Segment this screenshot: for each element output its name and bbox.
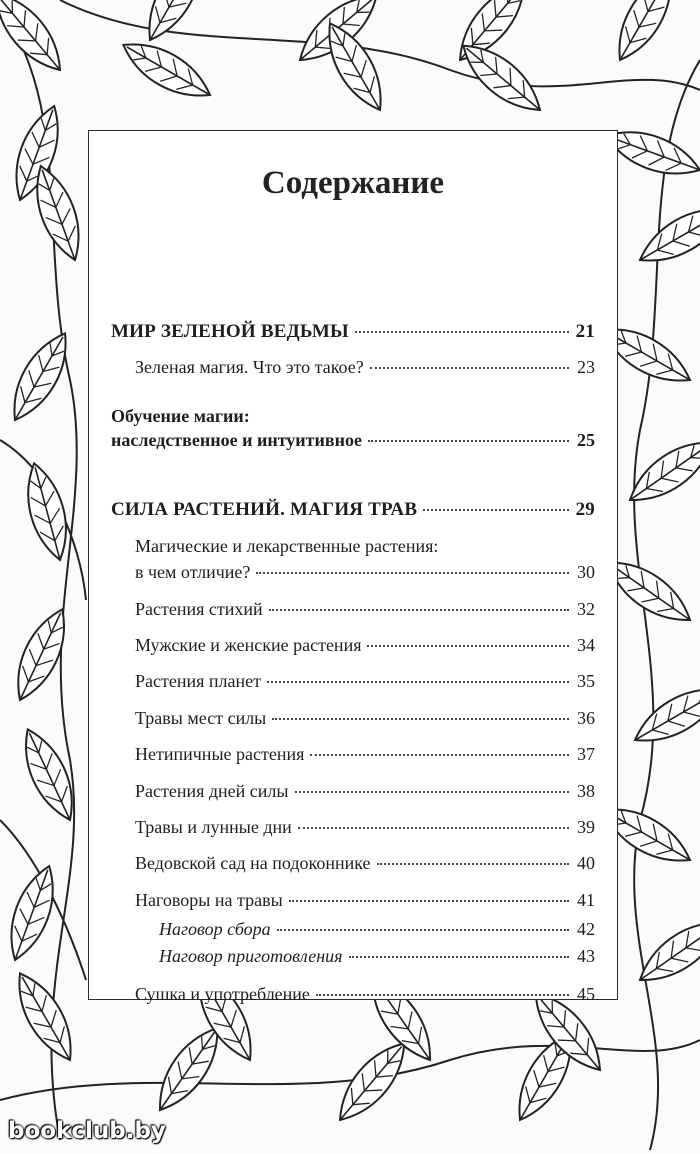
toc-entry: [135, 853, 595, 874]
entry-line1: Обучение магии:: [111, 406, 250, 426]
dot-leader: [269, 608, 569, 611]
dot-leader: [368, 439, 569, 442]
toc-entry: [159, 919, 595, 940]
toc-entry: [135, 599, 595, 620]
toc-entry: [135, 357, 595, 378]
dot-leader: [298, 826, 569, 829]
toc-entry: [135, 671, 595, 692]
toc-entry: [111, 321, 595, 343]
dot-leader: [267, 680, 569, 683]
entry-text: СИЛА РАСТЕНИЙ. МАГИЯ ТРАВ: [111, 499, 418, 520]
page-number: 36: [577, 708, 595, 728]
dot-leader: [310, 753, 569, 756]
page-number: 30: [577, 562, 595, 582]
entry-text: наследственное и интуитивное: [111, 430, 362, 450]
dot-leader: [423, 508, 569, 511]
entry-text: Растения дней силы: [135, 781, 289, 801]
dot-leader: [289, 899, 569, 902]
page-number: 23: [577, 357, 595, 377]
entry-text: в чем отличие?: [135, 562, 251, 582]
dot-leader: [349, 955, 569, 958]
page-number: 38: [577, 781, 595, 801]
dot-leader: [295, 790, 569, 793]
dot-leader: [272, 717, 569, 720]
page-number: 29: [575, 499, 595, 520]
toc-entry: [159, 946, 595, 967]
toc-entry: [111, 430, 595, 451]
page-number: 42: [577, 919, 595, 939]
page-number: 21: [575, 321, 595, 342]
dot-leader: [370, 366, 569, 369]
dot-leader: [277, 928, 569, 931]
page-number: 41: [577, 890, 595, 910]
entry-text: Травы и лунные дни: [135, 817, 292, 837]
toc-entry: [135, 817, 595, 838]
dot-leader: [355, 330, 569, 333]
entry-text: Наговор сбора: [159, 919, 271, 939]
watermark: bookclub.by: [8, 1118, 166, 1144]
entry-text: Нетипичные растения: [135, 744, 305, 764]
page-number: 34: [577, 635, 595, 655]
entry-text: Зеленая магия. Что это такое?: [135, 357, 364, 377]
entry-text: Растения стихий: [135, 599, 263, 619]
toc-title: Содержание: [261, 165, 445, 201]
entry-text: Мужские и женские растения: [135, 635, 362, 655]
entry-text: Наговоры на травы: [135, 890, 283, 910]
entry-line1: Магические и лекарственные растения:: [135, 536, 439, 556]
dot-leader: [256, 571, 569, 574]
dot-leader: [377, 862, 569, 865]
toc-entry: [135, 781, 595, 802]
toc-entry: [135, 744, 595, 765]
entry-text: Ведовской сад на подоконнике: [135, 853, 371, 873]
page-number: 40: [577, 853, 595, 873]
toc-entry: [135, 635, 595, 656]
table-of-contents: [88, 130, 618, 1004]
entry-text: Травы мест силы: [135, 708, 267, 728]
entry-text: Сушка и употребление: [135, 984, 310, 1004]
page-number: 35: [577, 671, 595, 691]
page-number: 39: [577, 817, 595, 837]
page-number: 43: [577, 946, 595, 966]
page-number: 32: [577, 599, 595, 619]
page-number: 37: [577, 744, 595, 764]
toc-entry: [135, 890, 595, 911]
entry-text: Наговор приготовления: [159, 946, 343, 966]
page-number: 45: [577, 984, 595, 1004]
page-number: 25: [577, 430, 595, 450]
dot-leader: [367, 644, 569, 647]
entry-text: МИР ЗЕЛЕНОЙ ВЕДЬМЫ: [111, 321, 349, 342]
entry-text: Растения планет: [135, 671, 261, 691]
toc-entry: [135, 562, 595, 583]
dot-leader: [316, 993, 569, 996]
toc-entry: [135, 984, 595, 1005]
toc-entry: [135, 708, 595, 729]
toc-entry: [111, 499, 595, 521]
